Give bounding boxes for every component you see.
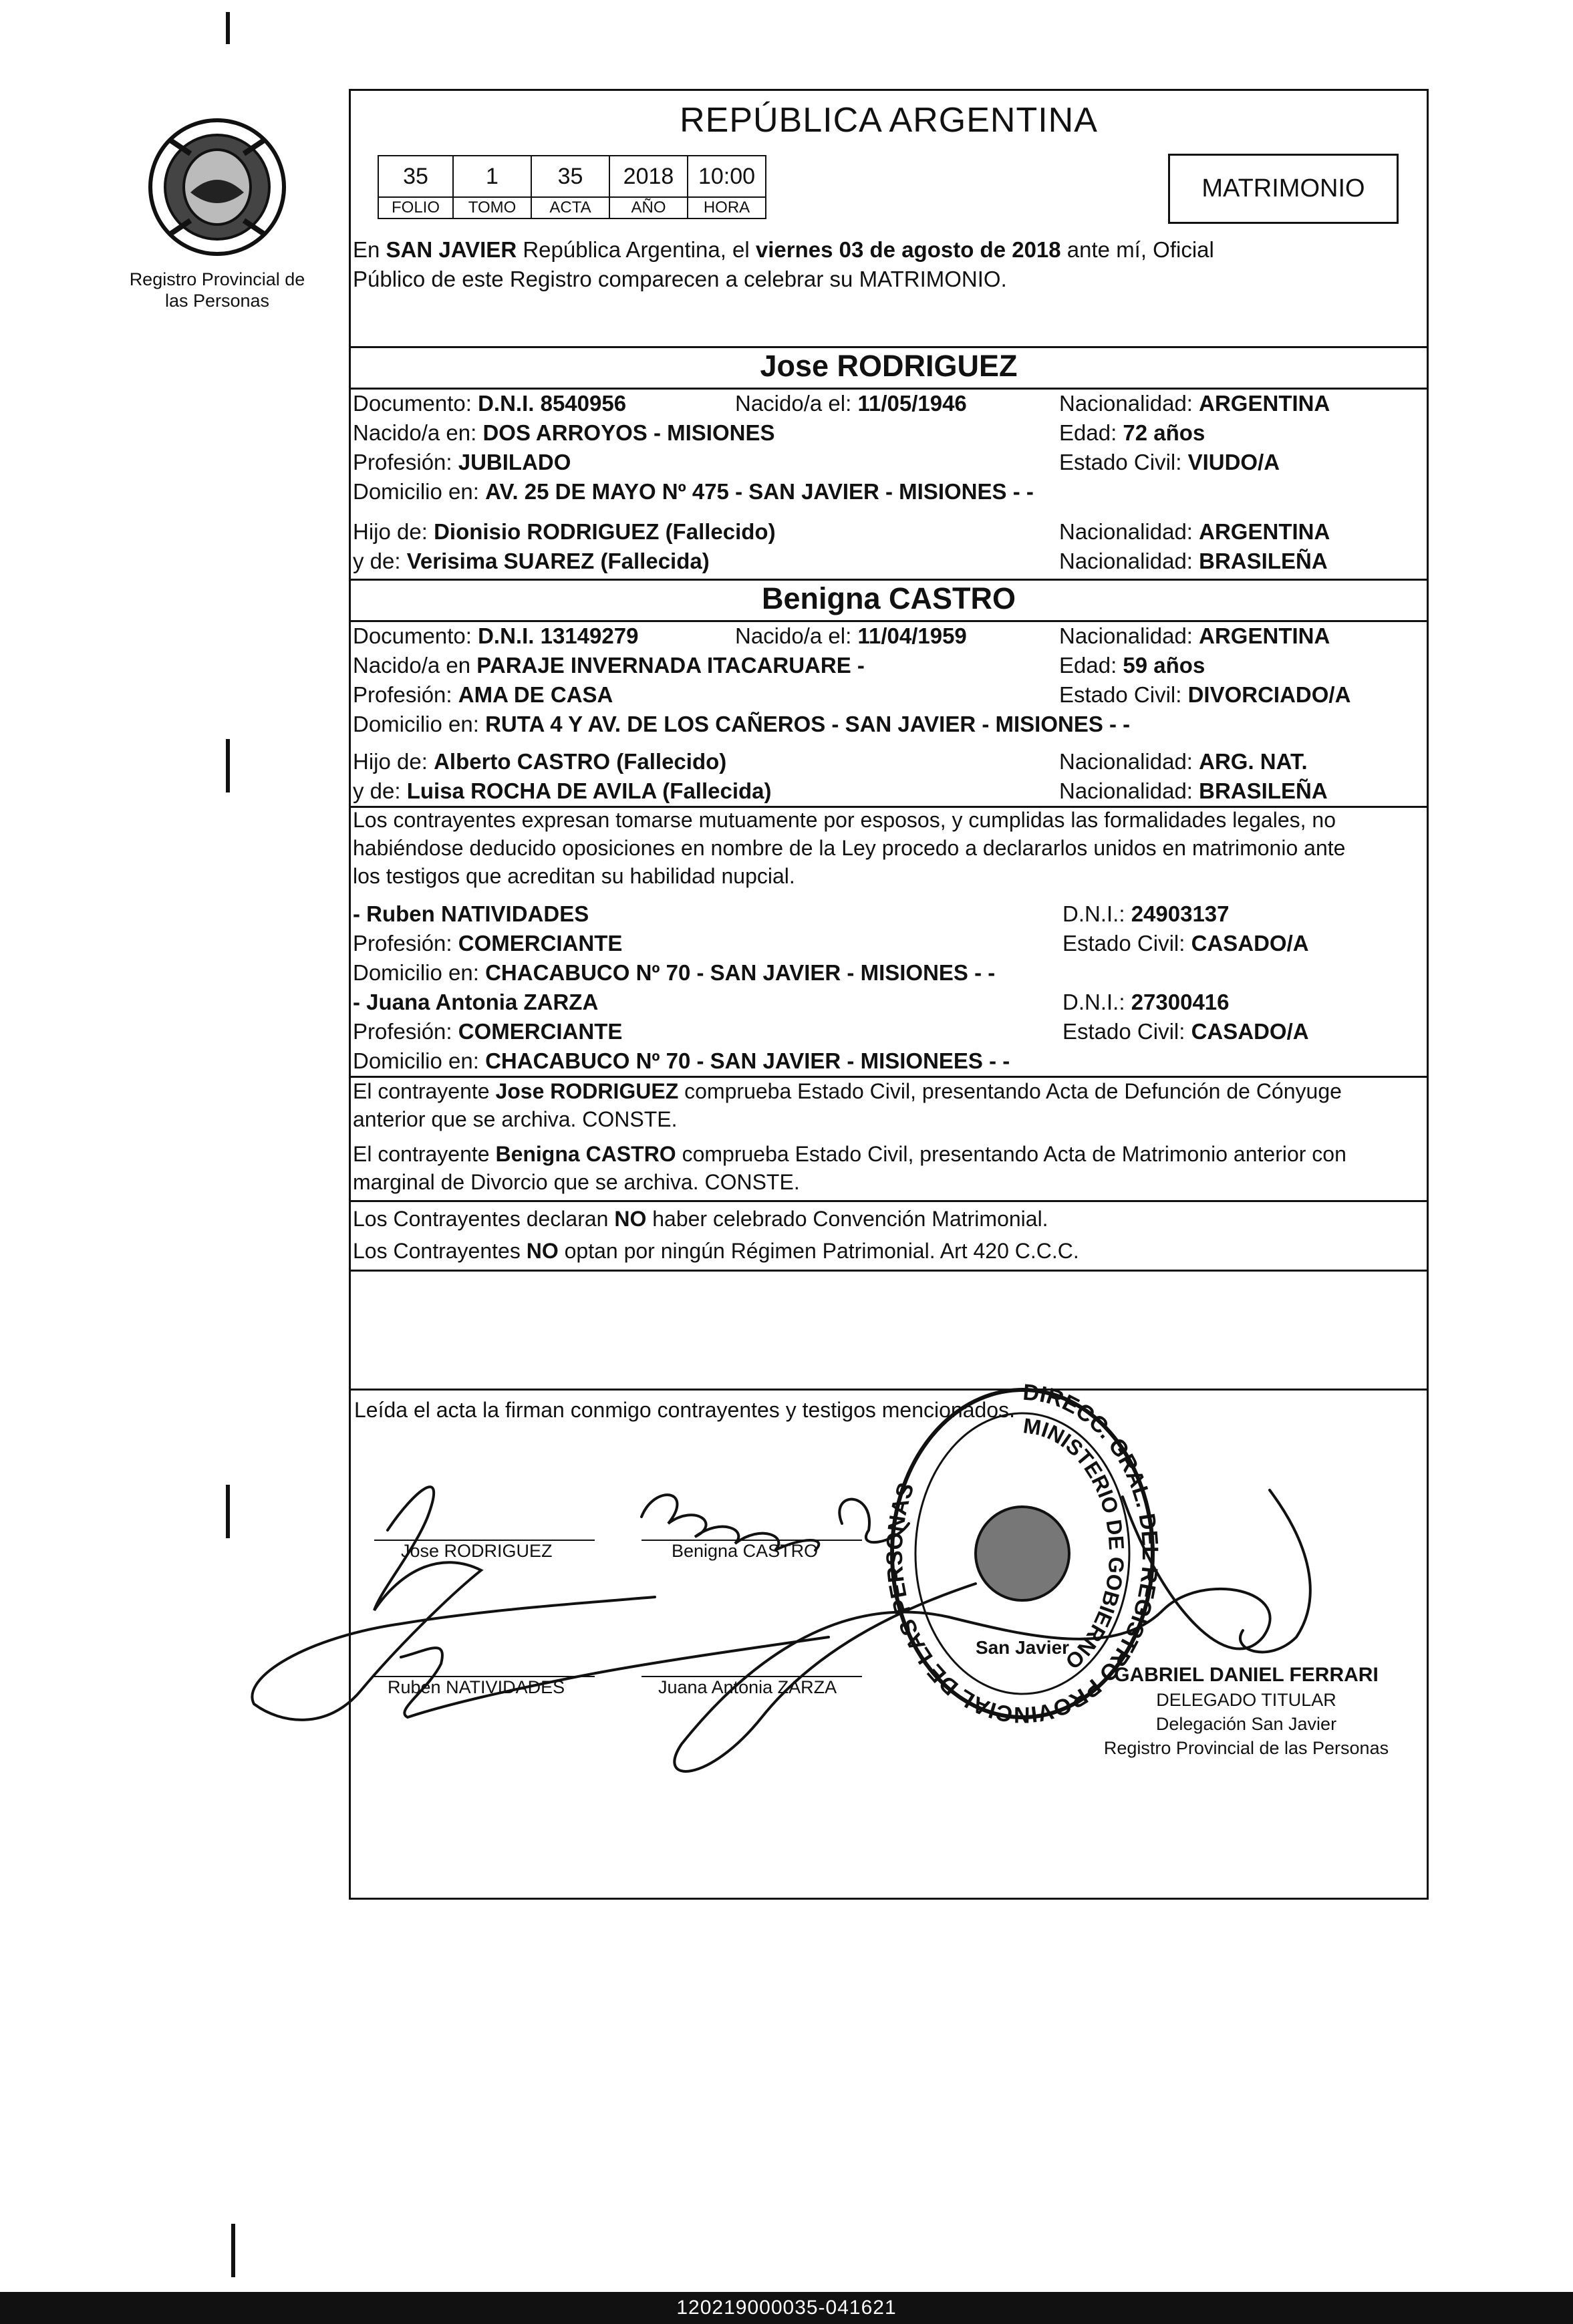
- witness2-dni: [1062, 989, 1230, 1016]
- intro-text: República Argentina, el: [517, 237, 756, 262]
- spouse1-age: [1059, 420, 1205, 446]
- spouse2-age: [1059, 652, 1205, 679]
- spouse1-profession: [353, 449, 571, 476]
- value: BRASILEÑA: [1199, 549, 1328, 573]
- spouse2-birthplace: [353, 652, 865, 679]
- label: y de:: [353, 778, 407, 803]
- value: Luisa ROCHA DE AVILA (Fallecida): [406, 778, 772, 803]
- intro-paragraph: [353, 235, 1422, 294]
- note2-line2: marginal de Divorcio que se archiva. CONSTE.: [353, 1170, 800, 1194]
- value: - Juana Antonia ZARZA: [353, 990, 599, 1014]
- document-code: 120219000035-041621: [0, 2292, 1573, 2324]
- spouse1-birthdate: [735, 390, 967, 417]
- spouse2-civil-status: [1059, 682, 1350, 708]
- divider: [349, 1200, 1429, 1202]
- spouse2-father-nationality: [1059, 748, 1308, 775]
- regime-no: NO: [614, 1207, 647, 1231]
- hour-value: 10:00: [688, 156, 766, 197]
- country-title: REPÚBLICA ARGENTINA: [680, 101, 1098, 140]
- official-title: DELEGADO TITULAR: [1156, 1690, 1336, 1710]
- witness2-address: [353, 1048, 1010, 1074]
- label: Edad:: [1059, 653, 1123, 678]
- label: Nacido/a en: [353, 653, 477, 678]
- value: Verisima SUAREZ (Fallecida): [406, 549, 710, 573]
- spouse1-name: Jose RODRIGUEZ: [760, 349, 1018, 383]
- spouse1-address: [353, 478, 1034, 505]
- declaration-line-1: Los contrayentes expresan tomarse mutuamente por esposos, y cumplidas las formalidades legales, no: [353, 808, 1336, 832]
- intro-text: En: [353, 237, 386, 262]
- value: COMERCIANTE: [458, 1019, 623, 1044]
- value: D.N.I. 8540956: [478, 391, 627, 416]
- value: Dionisio RODRIGUEZ (Fallecido): [434, 519, 776, 544]
- year-label: AÑO: [609, 197, 688, 219]
- signature-official-ferrari: [1240, 1490, 1310, 1652]
- value: VIUDO/A: [1187, 450, 1280, 474]
- year-value: 2018: [609, 156, 688, 197]
- signature-jose-rodriguez: [252, 1487, 655, 1720]
- value: ARGENTINA: [1199, 519, 1330, 544]
- note-text: El contrayente: [353, 1079, 496, 1103]
- intro-text: ante mí, Oficial: [1060, 237, 1214, 262]
- value: CASADO/A: [1191, 931, 1309, 956]
- document-type-box: [1168, 154, 1399, 224]
- witness1-dni: [1062, 901, 1230, 927]
- divider: [349, 346, 1429, 348]
- stamp-city: San Javier: [975, 1637, 1070, 1658]
- label: Nacionalidad:: [1059, 519, 1199, 544]
- tomo-value: 1: [453, 156, 531, 197]
- note-text: comprueba Estado Civil, presentando Acta de Matrimonio anterior con: [676, 1142, 1346, 1166]
- stamp-emblem: [976, 1507, 1069, 1600]
- witness1-profession: [353, 930, 622, 957]
- regime-text: Los Contrayentes: [353, 1239, 527, 1263]
- value: AV. 25 DE MAYO Nº 475 - SAN JAVIER - MISIONES - -: [485, 479, 1034, 504]
- registry-logo-label: Registro Provincial de las Personas: [129, 269, 305, 311]
- margin-mark: [226, 739, 230, 792]
- spouse1-birthplace: [353, 420, 774, 446]
- spouse1-father: [353, 519, 776, 545]
- label: Domicilio en:: [353, 479, 486, 504]
- folio-value: 35: [378, 156, 453, 197]
- label: Profesión:: [353, 931, 458, 956]
- note-text: El contrayente: [353, 1142, 496, 1166]
- margin-mark: [226, 12, 230, 44]
- label: D.N.I.:: [1062, 901, 1131, 926]
- label: Domicilio en:: [353, 712, 486, 736]
- value: 11/04/1959: [857, 623, 967, 648]
- stamp-inner-text: MINISTERIO DE GOBIERNO: [1022, 1413, 1129, 1675]
- spouse1-document: [353, 390, 626, 417]
- value: Alberto CASTRO (Fallecido): [434, 749, 727, 774]
- label: Documento:: [353, 623, 478, 648]
- note1-line2: anterior que se archiva. CONSTE.: [353, 1107, 678, 1131]
- official-signature-block: [1072, 1662, 1420, 1760]
- value: D.N.I. 13149279: [478, 623, 639, 648]
- regime-text: optan por ningún Régimen Patrimonial. Art 420 C.C.C.: [558, 1239, 1079, 1263]
- document-type: MATRIMONIO: [1201, 174, 1365, 202]
- label: Nacido/a en:: [353, 420, 483, 445]
- witness1-name: [353, 901, 589, 927]
- hour-label: HORA: [688, 197, 766, 219]
- spouse1-father-nationality: [1059, 519, 1330, 545]
- label: Domicilio en:: [353, 960, 486, 985]
- intro-date: viernes 03 de agosto de 2018: [755, 237, 1061, 262]
- divider: [349, 620, 1429, 622]
- regime-text: Los Contrayentes declaran: [353, 1207, 615, 1231]
- signature-caption-ruben: Ruben NATIVIDADES: [388, 1677, 565, 1697]
- signature-caption-juana: Juana Antonia ZARZA: [658, 1677, 837, 1697]
- declaration-line-2: habiéndose deducido oposiciones en nombre de la Ley procedo a declararlos unidos en matrimonio ante: [353, 836, 1346, 860]
- label: D.N.I.:: [1062, 990, 1131, 1014]
- label: Nacionalidad:: [1059, 391, 1199, 416]
- patrimonial-regime: [353, 1203, 1425, 1267]
- label: y de:: [353, 549, 407, 573]
- stamp-ring-text: DIRECC. GRAL. DEL REGISTRO PROVINCIAL DE LAS PERSONAS: [882, 1380, 1163, 1727]
- divider: [349, 1270, 1429, 1272]
- spouse1-mother: [353, 548, 710, 575]
- note-name: Benigna CASTRO: [495, 1142, 676, 1166]
- spouse2-document: [353, 623, 638, 649]
- value: 24903137: [1131, 901, 1230, 926]
- spouse2-mother: [353, 778, 772, 805]
- label: Hijo de:: [353, 519, 434, 544]
- value: 27300416: [1131, 990, 1230, 1014]
- spouse2-name: Benigna CASTRO: [761, 581, 1016, 615]
- regime-line-1: [353, 1203, 1425, 1235]
- regime-line-2: [353, 1235, 1425, 1267]
- witness1-civil-status: [1062, 930, 1309, 957]
- value: - Ruben NATIVIDADES: [353, 901, 589, 926]
- spouse2-address: [353, 711, 1130, 738]
- value: 72 años: [1123, 420, 1205, 445]
- value: BRASILEÑA: [1199, 778, 1328, 803]
- value: 59 años: [1123, 653, 1205, 678]
- value: ARGENTINA: [1199, 623, 1330, 648]
- tomo-label: TOMO: [453, 197, 531, 219]
- witness2-civil-status: [1062, 1018, 1309, 1045]
- label: Estado Civil:: [1059, 450, 1188, 474]
- civil-status-notes: [353, 1077, 1425, 1196]
- value: RUTA 4 Y AV. DE LOS CAÑEROS - SAN JAVIER - MISIONES - -: [485, 712, 1131, 736]
- label: Nacionalidad:: [1059, 749, 1199, 774]
- acta-value: 35: [531, 156, 609, 197]
- regime-text: haber celebrado Convención Matrimonial.: [646, 1207, 1048, 1231]
- value: DOS ARROYOS - MISIONES: [482, 420, 775, 445]
- value: CHACABUCO Nº 70 - SAN JAVIER - MISIONES - -: [485, 960, 996, 985]
- note1-line1: [353, 1077, 1425, 1105]
- label: Estado Civil:: [1062, 1019, 1191, 1044]
- declaration-paragraph: [353, 806, 1425, 890]
- label: Nacionalidad:: [1059, 778, 1199, 803]
- value: ARGENTINA: [1199, 391, 1330, 416]
- signature-caption-benigna: Benigna CASTRO: [672, 1541, 819, 1561]
- label: Edad:: [1059, 420, 1123, 445]
- divider: [349, 388, 1429, 390]
- label: Domicilio en:: [353, 1048, 486, 1073]
- witness1-address: [353, 960, 995, 986]
- signature-benigna-castro: [641, 1495, 909, 1550]
- spouse2-profession: [353, 682, 613, 708]
- margin-mark: [231, 2224, 235, 2277]
- label: Profesión:: [353, 682, 458, 707]
- signature-caption-jose: Jose RODRIGUEZ: [401, 1541, 553, 1561]
- regime-no: NO: [526, 1239, 559, 1263]
- value: CASADO/A: [1191, 1019, 1309, 1044]
- official-office: Delegación San Javier: [1155, 1714, 1337, 1734]
- register-number-table: [378, 155, 766, 219]
- value: DIVORCIADO/A: [1187, 682, 1351, 707]
- value: PARAJE INVERNADA ITACARUARE -: [476, 653, 865, 678]
- intro-line-2: Público de este Registro comparecen a celebrar su MATRIMONIO.: [353, 267, 1007, 291]
- label: Documento:: [353, 391, 478, 416]
- spouse2-nationality: [1059, 623, 1330, 649]
- note2-line1: [353, 1140, 1425, 1168]
- label: Nacido/a el:: [735, 623, 858, 648]
- spouse1-mother-nationality: [1059, 548, 1328, 575]
- value: CHACABUCO Nº 70 - SAN JAVIER - MISIONEES - -: [485, 1048, 1010, 1073]
- spouse2-father: [353, 748, 726, 775]
- handwritten-signatures: [227, 1437, 1430, 1851]
- spouse1-civil-status: [1059, 449, 1280, 476]
- label: Nacionalidad:: [1059, 623, 1199, 648]
- value: ARG. NAT.: [1199, 749, 1308, 774]
- value: 11/05/1946: [857, 391, 967, 416]
- label: Nacido/a el:: [735, 391, 858, 416]
- label: Estado Civil:: [1059, 682, 1188, 707]
- acta-label: ACTA: [531, 197, 609, 219]
- spouse2-birthdate: [735, 623, 967, 649]
- witness2-profession: [353, 1018, 622, 1045]
- label: Profesión:: [353, 1019, 458, 1044]
- label: Profesión:: [353, 450, 458, 474]
- value: COMERCIANTE: [458, 931, 623, 956]
- official-organization: Registro Provincial de las Personas: [1103, 1738, 1389, 1758]
- value: AMA DE CASA: [458, 682, 613, 707]
- signature-ruben-natividades: [401, 1637, 829, 1717]
- value: JUBILADO: [458, 450, 571, 474]
- folio-label: FOLIO: [378, 197, 453, 219]
- official-name: GABRIEL DANIEL FERRARI: [1114, 1664, 1379, 1686]
- margin-mark: [226, 1485, 230, 1538]
- spouse1-nationality: [1059, 390, 1330, 417]
- label: Hijo de:: [353, 749, 434, 774]
- provincial-seal-logo: [144, 114, 291, 261]
- divider: [349, 579, 1429, 581]
- closing-statement: Leída el acta la firman conmigo contrayentes y testigos mencionados.: [354, 1398, 1015, 1422]
- note-name: Jose RODRIGUEZ: [495, 1079, 679, 1103]
- intro-place: SAN JAVIER: [386, 237, 517, 262]
- spouse2-mother-nationality: [1059, 778, 1328, 805]
- declaration-line-3: los testigos que acreditan su habilidad nupcial.: [353, 864, 795, 888]
- witness2-name: [353, 989, 598, 1016]
- label: Nacionalidad:: [1059, 549, 1199, 573]
- note-text: comprueba Estado Civil, presentando Acta de Defunción de Cónyuge: [678, 1079, 1342, 1103]
- label: Estado Civil:: [1062, 931, 1191, 956]
